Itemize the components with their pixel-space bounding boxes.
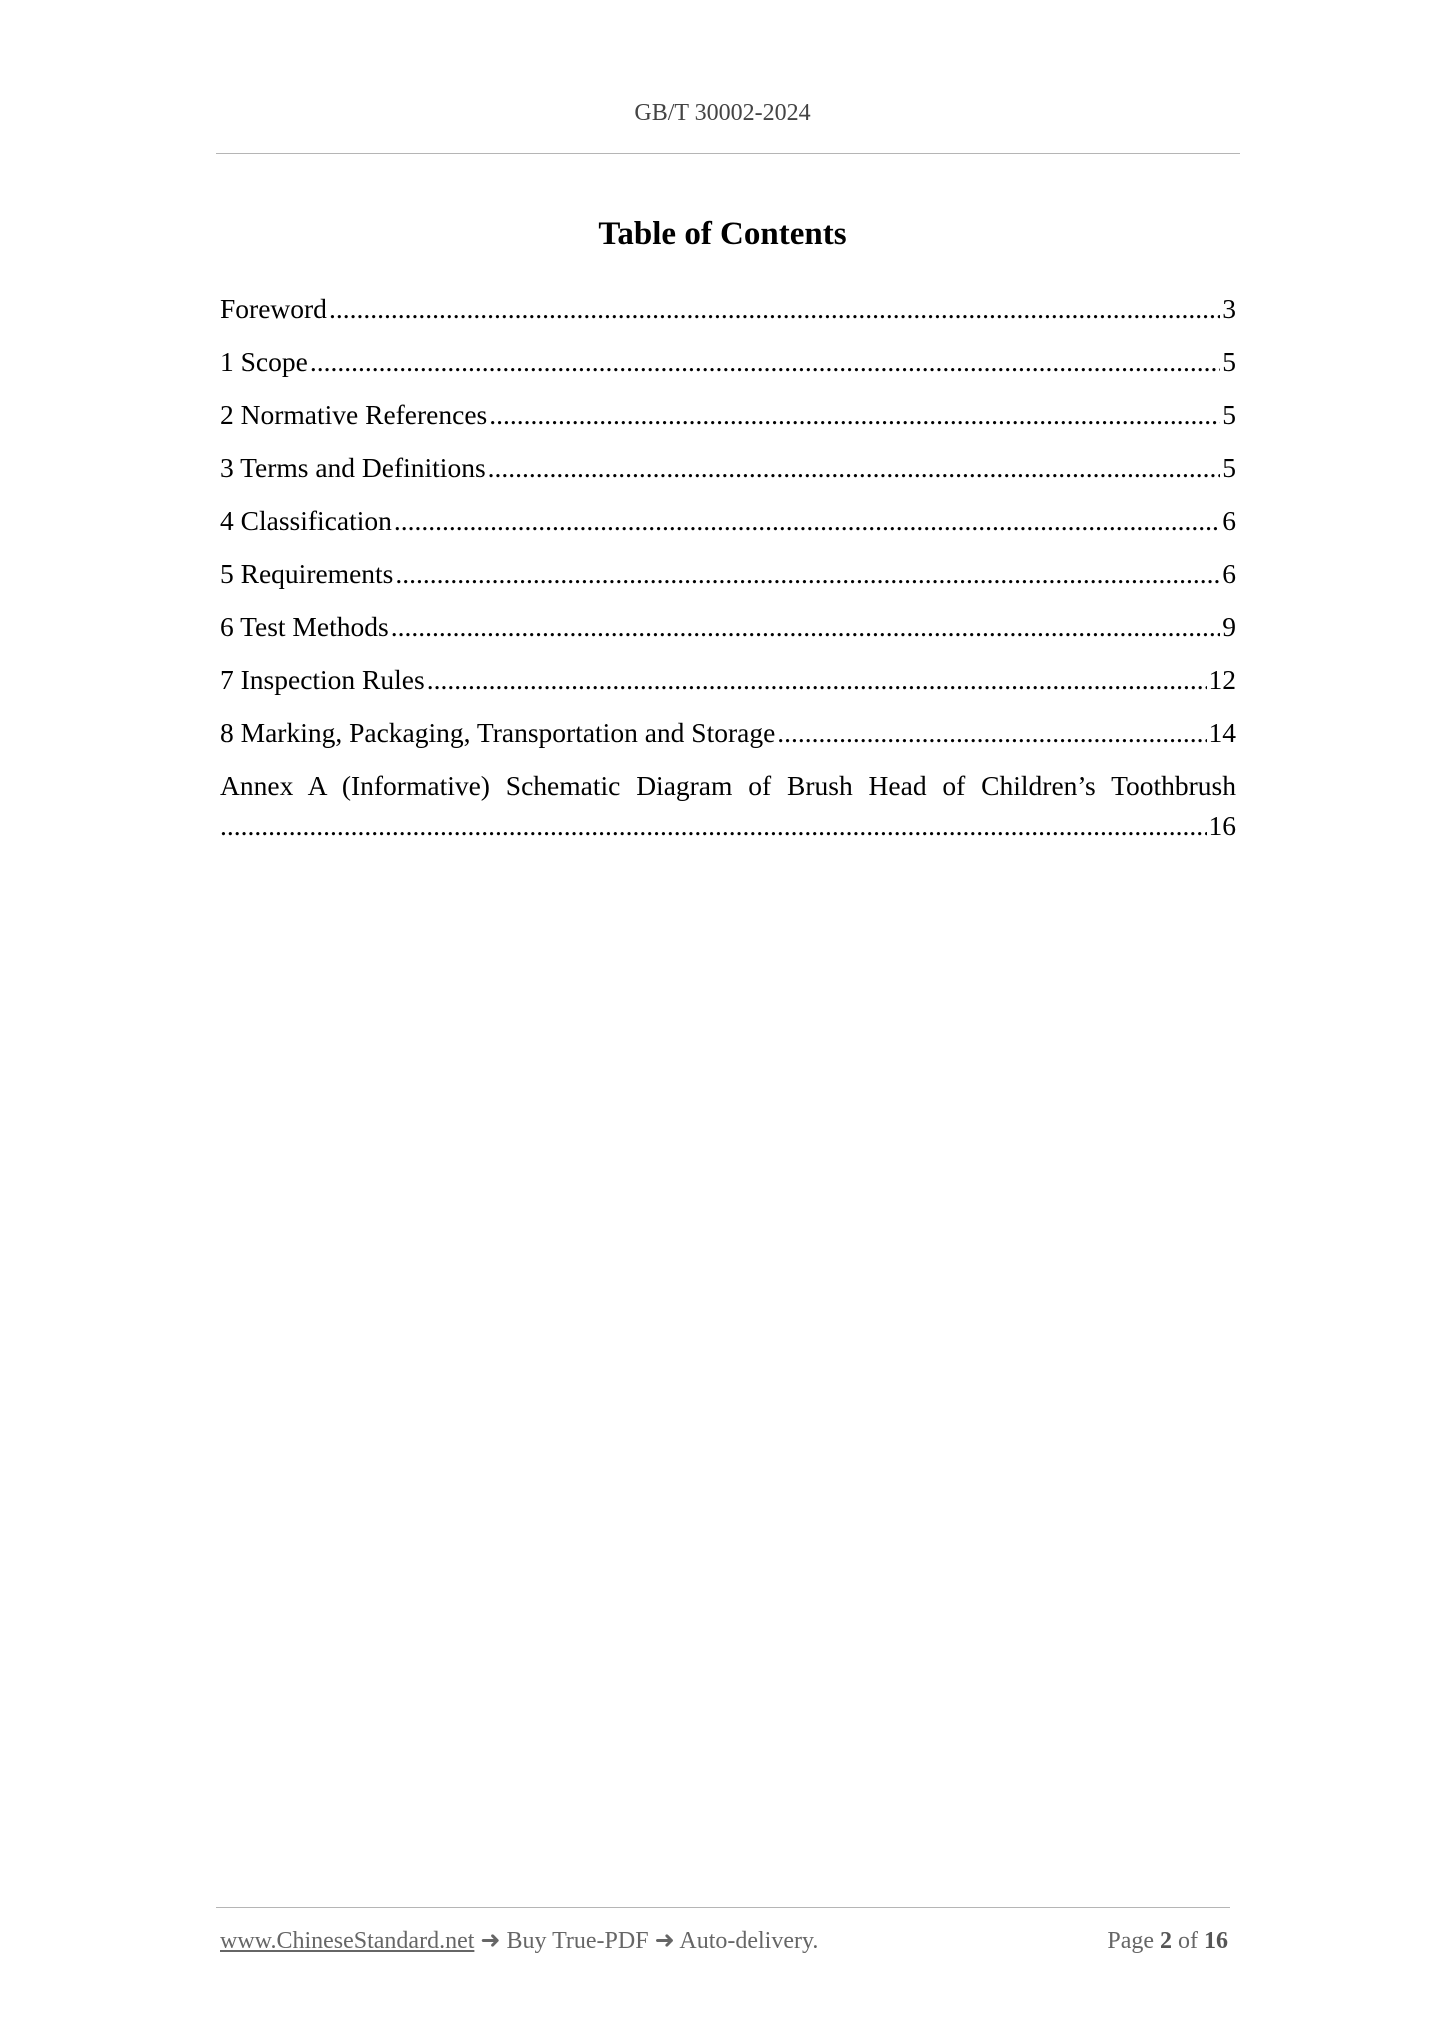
toc-entry-label: Foreword: [220, 293, 327, 324]
dot-leader: [427, 660, 1207, 700]
footer-tagline-2: Auto-delivery.: [679, 1928, 819, 1954]
toc-entry-annex-a[interactable]: [220, 766, 1236, 846]
toc-entry-label: 1 Scope: [220, 346, 308, 377]
header-divider: [216, 153, 1240, 154]
toc-entry-label: 8 Marking, Packaging, Transportation and Storage: [220, 717, 776, 748]
toc-entry-page: 6: [1222, 505, 1236, 536]
toc-entry-page: 9: [1222, 611, 1236, 642]
toc-entry-page: 5: [1222, 346, 1236, 377]
dot-leader: [777, 713, 1206, 753]
toc-entry-page: 5: [1222, 399, 1236, 430]
toc-entry-scope[interactable]: [220, 342, 1236, 395]
page-number: Page 2 of 16: [1107, 1928, 1228, 1954]
running-header: GB/T 30002-2024: [634, 100, 811, 126]
toc-entry-label: 7 Inspection Rules: [220, 664, 425, 695]
toc-entry-label: Annex A (Informative) Schematic Diagram of Brush Head of Children’s Toothbrush: [220, 770, 1236, 801]
table-of-contents: [220, 289, 1236, 846]
toc-entry-label: 4 Classification: [220, 505, 392, 536]
toc-entry-page: 6: [1222, 558, 1236, 589]
toc-entry-marking-packaging[interactable]: [220, 713, 1236, 766]
toc-entry-terms-and-definitions[interactable]: [220, 448, 1236, 501]
toc-title: Table of Contents: [598, 216, 847, 252]
dot-leader: [395, 554, 1220, 594]
toc-entry-foreword[interactable]: [220, 289, 1236, 342]
dot-leader: [394, 501, 1220, 541]
toc-entry-page: 12: [1208, 664, 1236, 695]
current-page: 2: [1160, 1928, 1172, 1954]
site-link[interactable]: www.ChineseStandard.net: [220, 1928, 475, 1954]
dot-leader: [488, 448, 1221, 488]
dot-leader: [310, 342, 1220, 382]
footer-promo: [220, 1926, 818, 1955]
dot-leader: [489, 395, 1220, 435]
toc-entry-classification[interactable]: [220, 501, 1236, 554]
footer-divider: [216, 1907, 1230, 1908]
toc-entry-page: 14: [1208, 717, 1236, 748]
toc-entry-label: 6 Test Methods: [220, 611, 389, 642]
page-footer: [220, 1926, 1228, 1955]
dot-leader: [391, 607, 1221, 647]
dot-leader: [329, 289, 1220, 329]
footer-tagline-1: Buy True-PDF: [506, 1928, 649, 1954]
toc-entry-inspection-rules[interactable]: [220, 660, 1236, 713]
toc-entry-label: 3 Terms and Definitions: [220, 452, 486, 483]
toc-entry-requirements[interactable]: [220, 554, 1236, 607]
toc-entry-page: 16: [1208, 810, 1236, 841]
toc-entry-label: 2 Normative References: [220, 399, 488, 430]
toc-entry-page: 5: [1222, 452, 1236, 483]
dot-leader: [220, 806, 1207, 846]
arrow-right-icon: ➜: [480, 1928, 501, 1954]
total-pages: 16: [1204, 1928, 1228, 1954]
toc-entry-label: 5 Requirements: [220, 558, 394, 589]
arrow-right-icon: ➜: [654, 1928, 675, 1954]
toc-entry-page: 3: [1222, 293, 1236, 324]
toc-entry-normative-references[interactable]: [220, 395, 1236, 448]
toc-entry-test-methods[interactable]: [220, 607, 1236, 660]
